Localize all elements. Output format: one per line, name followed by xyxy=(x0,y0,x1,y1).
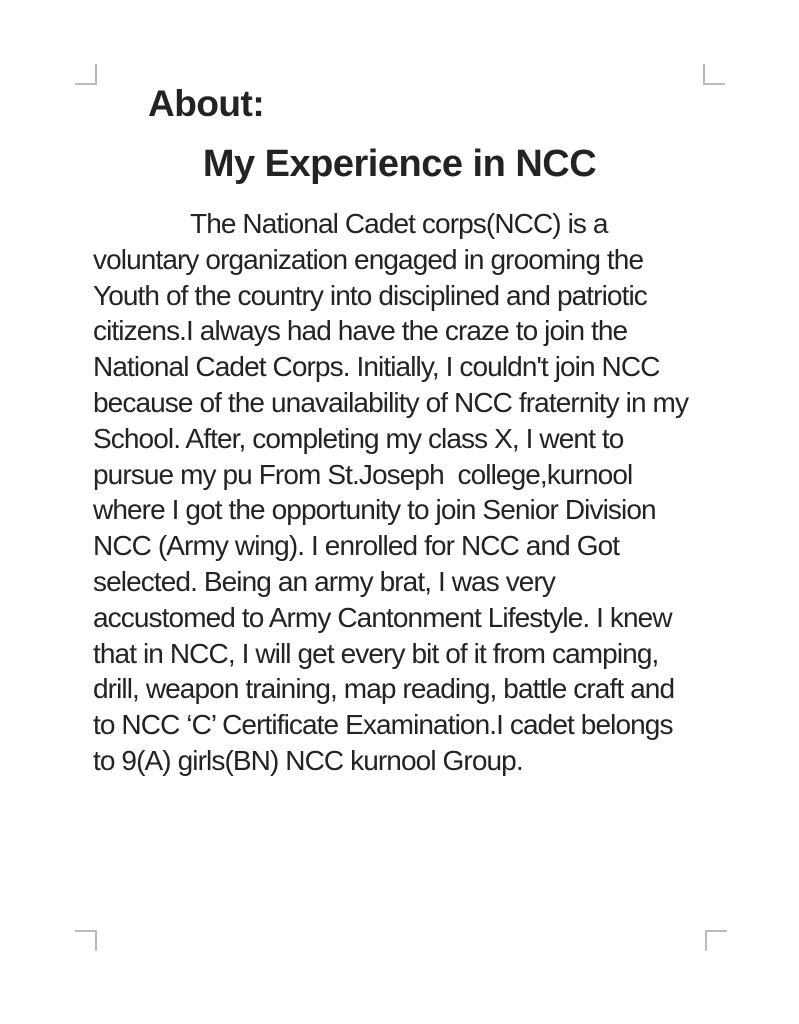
paragraph-line: drill, weapon training, map reading, battle craft and xyxy=(93,673,675,705)
page-title: My Experience in NCC xyxy=(202,143,597,185)
essay-paragraph xyxy=(93,206,753,779)
paragraph-line: that in NCC, I will get every bit of it from camping, xyxy=(93,637,659,669)
paragraph-line: School. After, completing my class X, I went to xyxy=(93,422,624,454)
section-label: About: xyxy=(148,83,265,124)
paragraph-line: citizens.I always had have the craze to join the xyxy=(93,315,628,347)
paragraph-line: voluntary organization engaged in grooming the xyxy=(93,243,644,275)
paragraph-line: accustomed to Army Cantonment Lifestyle. I knew xyxy=(93,601,672,633)
paragraph-line: pursue my pu From St.Joseph college,kurnool xyxy=(93,458,633,490)
crop-mark-top-left-icon xyxy=(75,64,97,85)
paragraph-line: because of the unavailability of NCC fraternity in my xyxy=(93,386,689,418)
paragraph-line: selected. Being an army brat, I was very xyxy=(93,565,555,597)
paragraph-line: NCC (Army wing). I enrolled for NCC and Got xyxy=(93,530,620,562)
crop-mark-bottom-right-icon xyxy=(705,930,727,951)
paragraph-line: to 9(A) girls(BN) NCC kurnool Group. xyxy=(93,744,523,776)
paragraph-line: National Cadet Corps. Initially, I couldn't join NCC xyxy=(93,351,660,383)
paragraph-line: Youth of the country into disciplined and patriotic xyxy=(93,279,647,311)
paragraph-line: to NCC ‘C’ Certificate Examination.I cadet belongs xyxy=(93,709,673,741)
crop-mark-bottom-left-icon xyxy=(75,930,97,951)
crop-mark-top-right-icon xyxy=(703,64,725,85)
paragraph-line: where I got the opportunity to join Senior Division xyxy=(93,494,656,526)
paragraph-line: The National Cadet corps(NCC) is a xyxy=(190,208,608,239)
